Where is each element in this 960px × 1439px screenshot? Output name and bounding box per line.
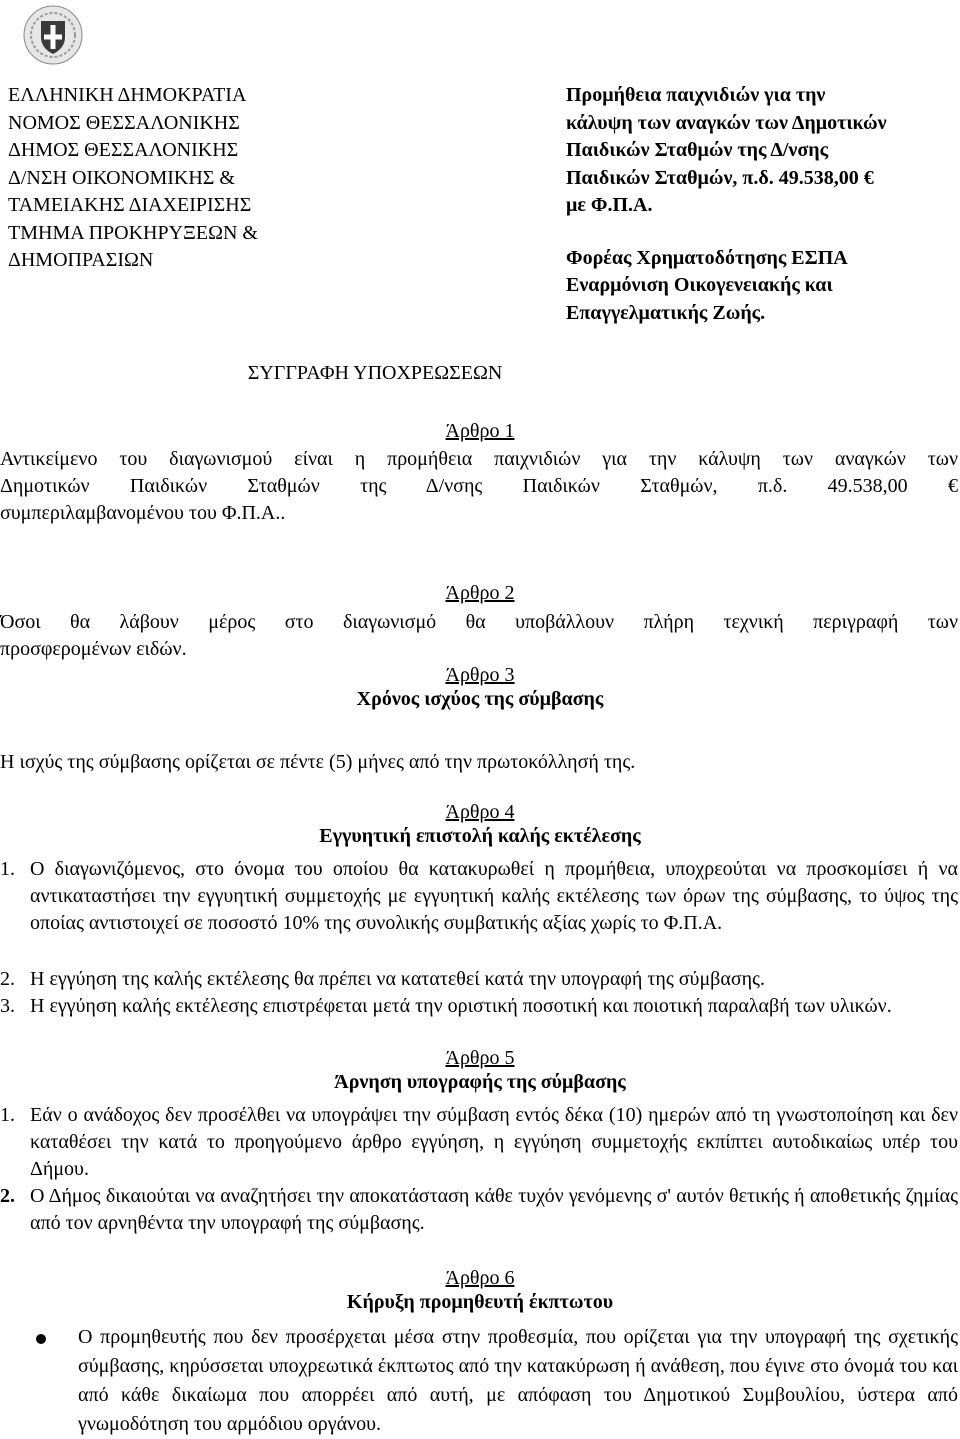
- bullet-icon: [36, 1334, 46, 1344]
- item-number: 2.: [0, 1185, 15, 1207]
- article-1-line: συμπεριλαμβανομένου του Φ.Π.Α..: [0, 502, 286, 524]
- article-2-heading: [0, 582, 960, 605]
- list-item: [0, 856, 958, 937]
- article-number: Άρθρο 3: [445, 664, 515, 686]
- authority-line: ΤΑΜΕΙΑΚΗΣ ΔΙΑΧΕΙΡΙΣΗΣ: [8, 194, 252, 216]
- list-item: [0, 993, 958, 1020]
- article-2-line: Όσοι θα λάβουν μέρος στο διαγωνισμό θα υποβάλλουν πλήρη τεχνική περιγραφή των: [0, 611, 958, 633]
- item-text: Η εγγύηση της καλής εκτέλεσης θα πρέπει να κατατεθεί κατά την υπογραφή της σύμβασης.: [30, 968, 765, 990]
- list-item: [0, 966, 958, 993]
- article-3-body: Η ισχύς της σύμβασης ορίζεται σε πέντε (5) μήνες από την πρωτοκόλλησή της.: [0, 751, 636, 773]
- article-title: Χρόνος ισχύος της σύμβασης: [356, 688, 604, 710]
- item-number: 3.: [0, 995, 15, 1017]
- authority-line: ΤΜΗΜΑ ΠΡΟΚΗΡΥΞΕΩΝ &: [8, 221, 258, 244]
- funding-line: Εναρμόνιση Οικογενειακής και: [566, 274, 833, 296]
- list-item: [0, 1183, 958, 1237]
- authority-line: ΝΟΜΟΣ ΘΕΣΣΑΛΟΝΙΚΗΣ: [8, 111, 240, 134]
- article-number: Άρθρο 6: [445, 1267, 515, 1289]
- article-1-body: [0, 446, 958, 527]
- subject-line: Παιδικών Σταθμών, π.δ. 49.538,00 €: [566, 166, 874, 189]
- article-title: Κήρυξη προμηθευτή έκπτωτου: [346, 1291, 614, 1313]
- document-title: ΣΥΓΓΡΑΦΗ ΥΠΟΧΡΕΩΣΕΩΝ: [247, 362, 503, 384]
- procurement-subject: [566, 82, 958, 327]
- item-text: Η εγγύηση καλής εκτέλεσης επιστρέφεται μετά την οριστική ποσοτική και ποιοτική παραλαβή των υλικών.: [30, 995, 892, 1017]
- subject-line: Παιδικών Σταθμών της Δ/νσης: [566, 139, 829, 161]
- coat-of-arms-icon: [22, 4, 84, 66]
- item-text: Εάν ο ανάδοχος δεν προσέλθει να υπογράψει την σύμβαση εντός δέκα (10) ημερών από τη γνωστοποίηση και δεν καταθέσει την κατά το προηγούμενο άρθρο εγγύηση, η εγγύηση συμμετοχής εκπίπτει αυτοδικαίως υπέρ του Δήμου.: [30, 1104, 958, 1180]
- list-item: [0, 1102, 958, 1183]
- article-3-heading: [0, 664, 960, 711]
- article-5-heading: [0, 1047, 960, 1094]
- article-4-heading: [0, 801, 960, 848]
- funding-line: Επαγγελματικής Ζωής.: [566, 301, 766, 324]
- bullet-text: Ο προμηθευτής που δεν προσέρχεται μέσα στην προθεσμία, που ορίζεται για την υπογραφή της σχετικής σύμβασης, κηρύσσεται υποχρεωτικά έκπτωτος από την κατακύρωση ή ανάθεση, που έγινε στο όνομά του και από κάθε δικαίωμα που απορρέει από αυτή, με απόφαση του Δημοτικού Συμβουλίου, ύστερα από γνωμοδότηση του αρμόδιου οργάνου.: [78, 1326, 958, 1435]
- item-text: Ο διαγωνιζόμενος, στο όνομα του οποίου θα κατακυρωθεί η προμήθεια, υποχρεούται να προσκομίσει ή να αντικαταστήσει την εγγυητική συμμετοχής με εγγυητική καλής εκτέλεσης των όρων της σύμβασης, το ύψος της οποίας αντιστοιχεί σε ποσοστό 10% της συνολικής συμβατικής αξίας χωρίς το Φ.Π.Α.: [30, 858, 958, 934]
- article-1-line: Αντικείμενο του διαγωνισμού είναι η προμήθεια παιχνιδιών για την κάλυψη των αναγκών των: [0, 448, 958, 470]
- article-6-heading: [0, 1267, 960, 1314]
- item-text: Ο Δήμος δικαιούται να αναζητήσει την αποκατάσταση κάθε τυχόν γενόμενης σ' αυτόν θετικής ή αποθετικής ζημίας από τον αρνηθέντα την υπογραφή της σύμβασης.: [30, 1185, 958, 1234]
- article-number: Άρθρο 1: [445, 420, 515, 442]
- article-1-heading: [0, 420, 960, 443]
- subject-line: κάλυψη των αναγκών των Δημοτικών: [566, 111, 887, 134]
- article-2-line: προσφερομένων ειδών.: [0, 638, 187, 660]
- article-number: Άρθρο 4: [445, 801, 515, 823]
- subject-line: Προμήθεια παιχνιδιών για την: [566, 84, 826, 106]
- item-number: 1.: [0, 1104, 15, 1126]
- authority-line: ΔΗΜΟΠΡΑΣΙΩΝ: [8, 249, 154, 271]
- article-number: Άρθρο 5: [445, 1047, 515, 1069]
- article-number: Άρθρο 2: [445, 582, 515, 604]
- subject-line: με Φ.Π.Α.: [566, 194, 653, 216]
- authority-line: ΕΛΛΗΝΙΚΗ ΔΗΜΟΚΡΑΤΙΑ: [8, 84, 247, 106]
- issuing-authority: [8, 82, 328, 275]
- item-number: 2.: [0, 968, 15, 990]
- article-title: Εγγυητική επιστολή καλής εκτέλεσης: [319, 825, 641, 847]
- article-title: Άρνηση υπογραφής της σύμβασης: [334, 1071, 626, 1093]
- authority-line: ΔΗΜΟΣ ΘΕΣΣΑΛΟΝΙΚΗΣ: [8, 139, 239, 161]
- item-number: 1.: [0, 858, 15, 880]
- article-2-body: [0, 609, 958, 663]
- article-1-line: Δημοτικών Παιδικών Σταθμών της Δ/νσης Παιδικών Σταθμών, π.δ. 49.538,00 €: [0, 475, 958, 497]
- authority-line: Δ/ΝΣΗ ΟΙΚΟΝΟΜΙΚΗΣ &: [8, 166, 235, 189]
- bullet-item: [0, 1323, 958, 1439]
- funding-line: Φορέας Χρηματοδότησης ΕΣΠΑ: [566, 246, 848, 269]
